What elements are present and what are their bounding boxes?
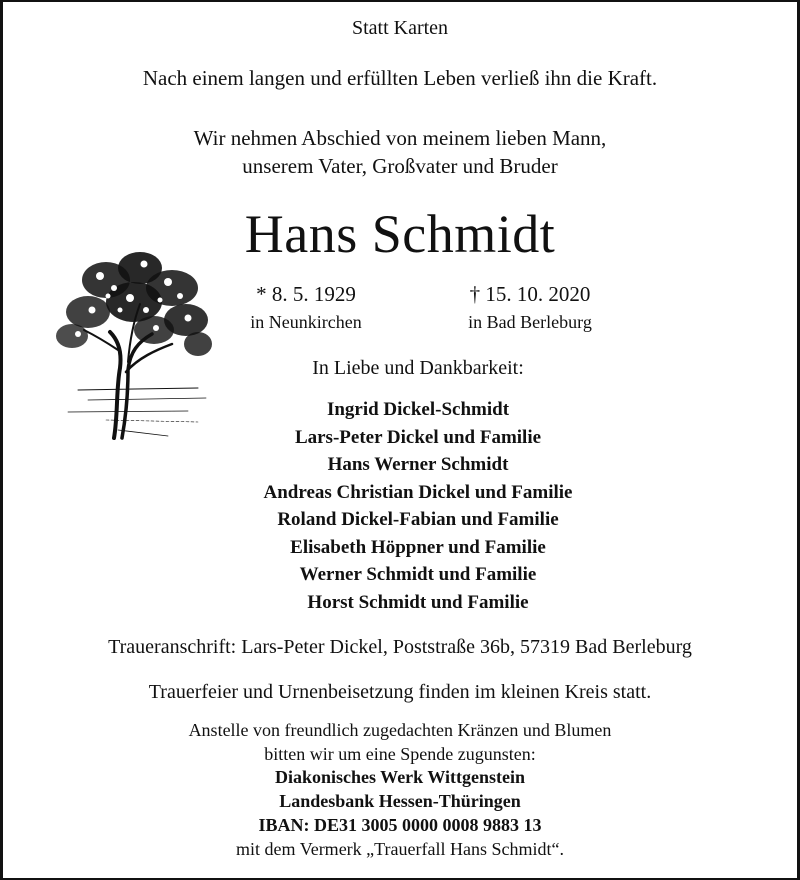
- birth-date: * 8. 5. 1929: [256, 282, 356, 306]
- mourner-name: Andreas Christian Dickel und Familie: [263, 481, 573, 503]
- farewell-line-1: Wir nehmen Abschied von meinem lieben Mann,: [193, 126, 607, 150]
- death-date: † 15. 10. 2020: [469, 282, 591, 306]
- mourners-list: [18, 396, 800, 616]
- intro-text: Nach einem langen und erfüllten Leben verließ ihn die Kraft.: [142, 66, 658, 90]
- mourning-address: Traueranschrift: Lars-Peter Dickel, Poststraße 36b, 57319 Bad Berleburg: [108, 636, 692, 658]
- mourner-name: Elisabeth Höppner und Familie: [290, 536, 546, 558]
- mourner-name: Ingrid Dickel-Schmidt: [326, 399, 510, 420]
- mourner-name: Horst Schmidt und Familie: [307, 591, 529, 613]
- donation-bank: Landesbank Hessen-Thüringen: [279, 791, 521, 811]
- mourner-name: Werner Schmidt und Familie: [299, 564, 537, 585]
- ceremony-note: Trauerfeier und Urnenbeisetzung finden im kleinen Kreis statt.: [148, 681, 652, 703]
- donation-line-1: Anstelle von freundlich zugedachten Kränzen und Blumen: [188, 720, 612, 740]
- donation-iban: IBAN: DE31 3005 0000 0008 9883 13: [258, 815, 542, 835]
- donation-reference: mit dem Vermerk „Trauerfall Hans Schmidt“.: [236, 839, 564, 859]
- donation-line-2: bitten wir um eine Spende zugunsten:: [264, 744, 536, 764]
- birth-info: [226, 282, 386, 333]
- death-info: [440, 282, 620, 333]
- gratitude-line: In Liebe und Dankbarkeit:: [312, 357, 524, 379]
- mourner-name: Roland Dickel-Fabian und Familie: [277, 509, 559, 530]
- statt-karten-heading: Statt Karten: [351, 17, 449, 39]
- farewell-line-2: unserem Vater, Großvater und Bruder: [242, 154, 558, 178]
- mourner-name: Hans Werner Schmidt: [327, 454, 509, 475]
- death-place: in Bad Berleburg: [468, 312, 592, 332]
- deceased-name: Hans Schmidt: [244, 204, 556, 264]
- donation-organization: Diakonisches Werk Wittgenstein: [274, 767, 526, 787]
- birth-place: in Neunkirchen: [250, 312, 362, 332]
- mourner-name: Lars-Peter Dickel und Familie: [294, 426, 542, 448]
